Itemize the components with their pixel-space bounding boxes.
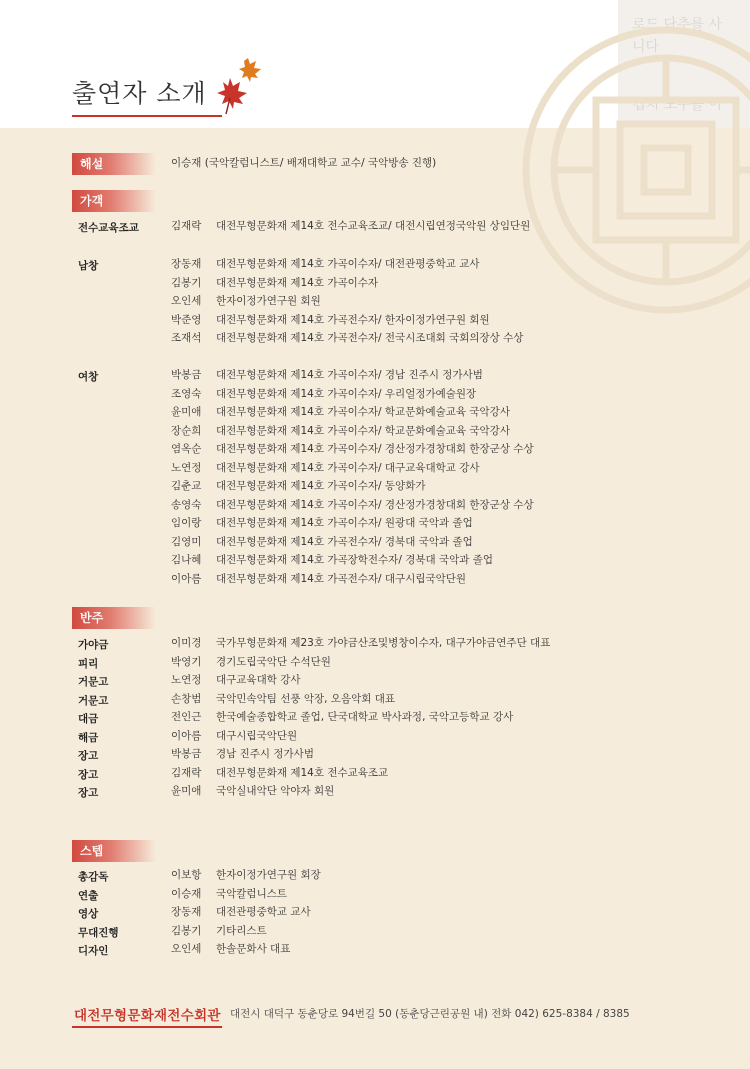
- footer-address: 대전시 대덕구 동춘당로 94번길 50 (동춘당근린공원 내) 전화 042) 625-8384 / 8385: [230, 1008, 630, 1020]
- person-name: 김영미: [171, 535, 202, 548]
- person-name: 박봉금: [171, 748, 202, 760]
- person-desc: 대구시립국악단원: [216, 729, 298, 742]
- person-desc: 대전무형문화재 제14호 가곡전수자/ 대구시립국악단원: [216, 572, 467, 585]
- person-name: 윤미애: [171, 785, 202, 797]
- category-label: 스텝: [80, 844, 104, 858]
- list-item: [171, 255, 480, 273]
- role-label: 남창: [78, 260, 99, 272]
- list-item: [171, 274, 378, 292]
- role-label: 피리: [78, 657, 99, 670]
- traditional-pattern-ornament: [516, 20, 750, 320]
- person-name: 노연정: [171, 674, 202, 686]
- list-item: [171, 708, 513, 726]
- person-desc: 대구교육대학 강사: [216, 674, 301, 686]
- person-desc: 대전무형문화재 제14호 가곡전수자/ 전국시조대회 국회의장상 수상: [216, 332, 524, 344]
- ghost-line: 니다: [632, 39, 660, 55]
- person-name: 전인근: [171, 711, 202, 723]
- list-item: [171, 403, 510, 421]
- role-label: 무대진행: [78, 926, 119, 939]
- page-title: 출연자 소개: [72, 79, 207, 108]
- commentary-text: 이승재 (국악칼럼니스트/ 배재대학교 교수/ 국악방송 진행): [171, 157, 437, 169]
- list-item: [171, 496, 534, 514]
- list-item: [171, 440, 534, 458]
- footer-underline: [72, 1026, 222, 1028]
- person-name: 조재석: [171, 332, 202, 344]
- person-desc: 국악칼럼니스트: [216, 887, 288, 900]
- list-item: [171, 690, 395, 708]
- person-desc: 국악실내악단 악야자 회원: [216, 785, 335, 797]
- person-name: 오인세: [171, 295, 202, 307]
- person-desc: 대전무형문화재 제14호 가곡이수자/ 경산정가경창대회 한장군상 수상: [216, 498, 534, 511]
- role-label: 해금: [78, 731, 99, 744]
- person-desc: 대전무형문화재 제14호 가곡이수자/ 원광대 국악과 졸업: [216, 517, 473, 529]
- person-desc: 대전무형문화재 제14호 가곡전수자/ 한자이정가연구원 회원: [216, 313, 490, 326]
- list-item: [171, 422, 510, 440]
- list-item: [171, 866, 321, 884]
- person-name: 박봉금: [171, 369, 202, 381]
- person-desc: 국가무형문화재 제23호 가야금산조및병창이수자, 대구가야금연주단 대표: [216, 637, 551, 649]
- person-desc: 대전무형문화재 제14호 전수교육조교/ 대전시립연정국악원 상임단원: [216, 220, 531, 232]
- list-item: [171, 745, 314, 763]
- role-label: 전수교육조교: [78, 222, 139, 234]
- person-desc: 대전무형문화재 제14호 가곡이수자/ 경산정가경창대회 한장군상 수상: [216, 443, 534, 455]
- role-label: 거문고: [78, 676, 109, 688]
- role-label: 거문고: [78, 694, 109, 707]
- list-item: [171, 764, 388, 782]
- person-desc: 한자이정가연구원 회장: [216, 869, 321, 881]
- person-desc: 한국예술종합학교 졸업, 단국대학교 박사과정, 국악고등학교 강사: [216, 711, 514, 723]
- person-name: 임이랑: [171, 517, 202, 529]
- person-desc: 대전관평중학교 교사: [216, 906, 311, 918]
- person-desc: 대전무형문화재 제14호 가곡이수자/ 동양화가: [216, 480, 426, 492]
- category-accompaniment: [72, 607, 156, 629]
- category-commentary: [72, 153, 156, 175]
- list-item: [171, 514, 473, 532]
- person-name: 박영기: [171, 655, 202, 668]
- person-name: 박준영: [171, 313, 202, 326]
- role-label: 연출: [78, 889, 99, 902]
- category-staff: [72, 840, 156, 862]
- list-item: [171, 459, 480, 477]
- list-item: [171, 782, 334, 800]
- list-item: [171, 329, 523, 347]
- person-desc: 경기도립국악단 수석단원: [216, 655, 331, 668]
- person-desc: 기타리스트: [216, 924, 267, 937]
- category-singers: [72, 190, 156, 212]
- person-name: 김재락: [171, 220, 202, 232]
- list-item: [171, 385, 476, 403]
- person-desc: 대전무형문화재 제14호 가곡이수자/ 우리얼정가예술원장: [216, 387, 477, 400]
- person-desc: 대전무형문화재 제14호 가곡이수자/ 경남 진주시 정가사범: [216, 369, 483, 381]
- role-label: 장고: [78, 750, 99, 762]
- person-desc: 대전무형문화재 제14호 가곡전수자/ 경북대 국악과 졸업: [216, 535, 473, 548]
- list-item: [171, 671, 300, 689]
- role-label: 대금: [78, 713, 99, 725]
- person-name: 장동재: [171, 906, 202, 918]
- list-item: [171, 634, 550, 652]
- list-item: [171, 217, 530, 235]
- list-item: [171, 903, 311, 921]
- category-label: 가객: [80, 194, 104, 208]
- category-label: 해설: [80, 157, 104, 171]
- person-desc: 대전무형문화재 제14호 가곡이수자/ 대전관평중학교 교사: [216, 258, 480, 270]
- person-name: 김춘교: [171, 480, 202, 492]
- person-desc: 한자이정가연구원 회원: [216, 295, 321, 307]
- person-name: 손창범: [171, 692, 202, 705]
- list-item: [171, 940, 290, 958]
- category-label: 반주: [80, 611, 104, 625]
- role-label: 가야금: [78, 639, 109, 651]
- list-item: [171, 292, 321, 310]
- list-item: [171, 653, 331, 671]
- list-item: [171, 477, 426, 495]
- list-item: [171, 570, 466, 588]
- role-label: 영상: [78, 908, 99, 920]
- person-name: 이보항: [171, 869, 202, 881]
- person-name: 장순희: [171, 424, 202, 437]
- person-name: 염옥순: [171, 443, 202, 455]
- role-label: 디자인: [78, 945, 109, 957]
- person-desc: 대전무형문화재 제14호 가곡이수자/ 학교문화예술교육 국악강사: [216, 406, 510, 418]
- page-title-wrap: [72, 74, 207, 110]
- person-name: 김봉기: [171, 924, 202, 937]
- maple-leaf-icon: [212, 56, 264, 116]
- person-name: 송영숙: [171, 498, 202, 511]
- ghost-line: 캡처 도구를 이: [632, 97, 723, 113]
- person-name: 이아름: [171, 572, 202, 585]
- list-item: [171, 551, 493, 569]
- person-desc: 대전무형문화재 제14호 전수교육조교: [216, 766, 389, 779]
- role-label: 장고: [78, 787, 99, 799]
- person-name: 윤미애: [171, 406, 202, 418]
- person-desc: 대전무형문화재 제14호 가곡이수자: [216, 276, 379, 289]
- role-label: 장고: [78, 768, 99, 781]
- role-label: 여창: [78, 371, 99, 383]
- person-desc: 한솔문화사 대표: [216, 943, 291, 955]
- ghost-line: 로드 단추를 사: [632, 17, 723, 33]
- person-desc: 경남 진주시 정가사범: [216, 748, 314, 760]
- list-item: [171, 727, 297, 745]
- person-desc: 대전무형문화재 제14호 가곡이수자/ 학교문화예술교육 국악강사: [216, 424, 510, 437]
- person-name: 장동재: [171, 258, 202, 270]
- person-name: 이아름: [171, 729, 202, 742]
- person-desc: 국악민속악팀 선풍 악장, 오음악회 대표: [216, 692, 395, 705]
- title-underline: [72, 115, 222, 117]
- person-name: 이승재: [171, 887, 202, 900]
- list-item: [171, 922, 267, 940]
- person-desc: 대전무형문화재 제14호 가곡장학전수자/ 경북대 국악과 졸업: [216, 554, 494, 566]
- role-label: 총감독: [78, 871, 109, 883]
- person-name: 노연정: [171, 461, 202, 474]
- organization-name: 대전무형문화재전수회관: [74, 1008, 221, 1024]
- person-name: 이미경: [171, 637, 202, 649]
- list-item: [171, 366, 483, 384]
- list-item: [171, 885, 287, 903]
- person-name: 김봉기: [171, 276, 202, 289]
- person-name: 김나혜: [171, 554, 202, 566]
- list-item: [171, 311, 490, 329]
- person-name: 오인세: [171, 943, 202, 955]
- person-name: 조영숙: [171, 387, 202, 400]
- list-item: [171, 533, 473, 551]
- person-name: 김재락: [171, 766, 202, 779]
- person-desc: 대전무형문화재 제14호 가곡이수자/ 대구교육대학교 강사: [216, 461, 480, 474]
